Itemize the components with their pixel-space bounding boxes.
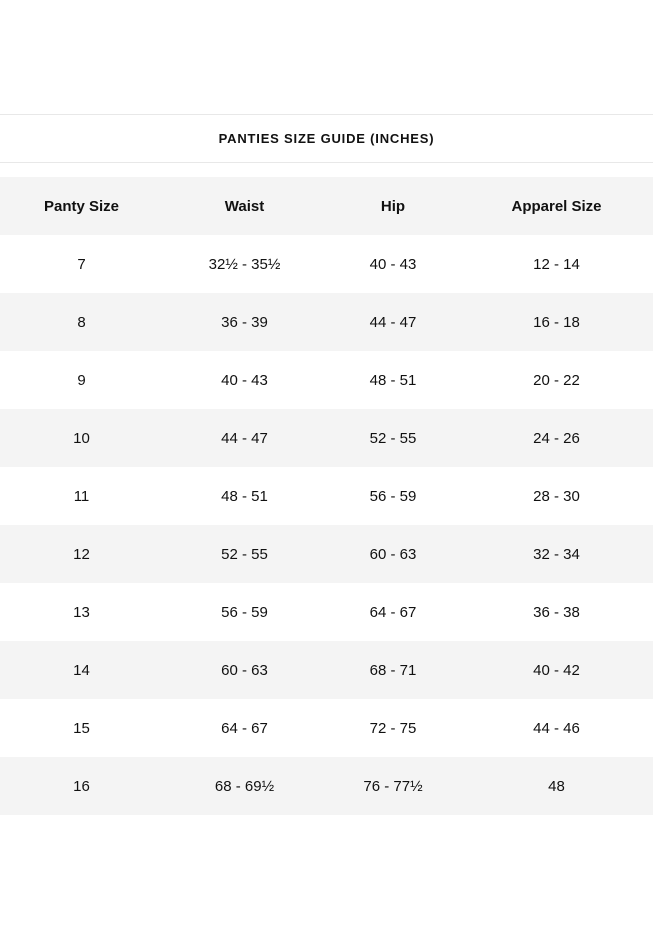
cell-waist: 32½ - 35½ — [208, 255, 281, 273]
size-guide-table — [0, 177, 653, 815]
cell-apparel-size: 24 - 26 — [533, 429, 580, 447]
cell-hip: 60 - 63 — [369, 545, 417, 563]
cell-panty-size: 13 — [73, 603, 90, 621]
cell-apparel-size: 40 - 42 — [533, 661, 580, 679]
cell-panty-size: 12 — [73, 545, 90, 563]
table-row — [0, 699, 653, 757]
table-row — [0, 293, 653, 351]
cell-apparel-size: 16 - 18 — [533, 313, 580, 331]
size-guide-title-band — [0, 114, 653, 163]
header-panty-size: Panty Size — [43, 197, 120, 215]
table-row — [0, 467, 653, 525]
table-row — [0, 235, 653, 293]
cell-waist: 52 - 55 — [221, 545, 268, 563]
cell-waist: 48 - 51 — [221, 487, 268, 505]
cell-waist: 64 - 67 — [221, 719, 268, 737]
header-apparel-size: Apparel Size — [511, 197, 602, 215]
cell-waist: 40 - 43 — [221, 371, 268, 389]
table-row — [0, 525, 653, 583]
cell-hip: 68 - 71 — [369, 661, 417, 679]
cell-panty-size: 11 — [73, 487, 90, 505]
cell-apparel-size: 32 - 34 — [533, 545, 580, 563]
cell-panty-size: 8 — [77, 313, 86, 331]
cell-hip: 40 - 43 — [369, 255, 417, 273]
table-row — [0, 757, 653, 815]
table-row — [0, 351, 653, 409]
table-row — [0, 583, 653, 641]
cell-apparel-size: 12 - 14 — [533, 255, 580, 273]
cell-hip: 52 - 55 — [369, 429, 417, 447]
cell-waist: 68 - 69½ — [214, 777, 275, 795]
cell-waist: 44 - 47 — [221, 429, 268, 447]
cell-apparel-size: 28 - 30 — [533, 487, 580, 505]
table-row — [0, 409, 653, 467]
cell-panty-size: 14 — [73, 661, 90, 679]
top-whitespace — [0, 0, 653, 114]
size-guide-title: PANTIES SIZE GUIDE (INCHES) — [218, 131, 435, 146]
cell-apparel-size: 36 - 38 — [533, 603, 580, 621]
cell-hip: 64 - 67 — [369, 603, 417, 621]
cell-hip: 76 - 77½ — [363, 777, 423, 795]
cell-apparel-size: 20 - 22 — [533, 371, 580, 389]
cell-hip: 56 - 59 — [369, 487, 417, 505]
cell-panty-size: 15 — [73, 719, 90, 737]
cell-waist: 60 - 63 — [221, 661, 268, 679]
cell-panty-size: 16 — [73, 777, 90, 795]
size-guide-table-container — [0, 177, 653, 815]
header-hip: Hip — [380, 197, 406, 215]
cell-waist: 56 - 59 — [221, 603, 268, 621]
cell-hip: 48 - 51 — [369, 371, 417, 389]
cell-panty-size: 7 — [77, 255, 86, 273]
cell-waist: 36 - 39 — [221, 313, 268, 331]
table-row — [0, 641, 653, 699]
header-waist: Waist — [224, 197, 265, 215]
cell-apparel-size: 44 - 46 — [533, 719, 580, 737]
cell-hip: 72 - 75 — [369, 719, 417, 737]
cell-hip: 44 - 47 — [369, 313, 417, 331]
table-header-row — [0, 177, 653, 235]
cell-apparel-size: 48 — [548, 777, 565, 795]
cell-panty-size: 10 — [73, 429, 90, 447]
cell-panty-size: 9 — [77, 371, 86, 389]
